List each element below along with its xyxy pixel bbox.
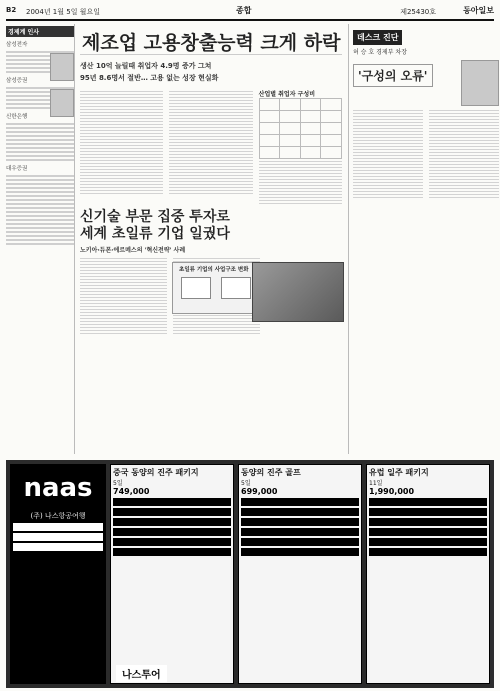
second-headline-line1: 신기술 부문 집중 투자로 (80, 209, 230, 225)
sidebar-item-title: 신한은행 (6, 114, 28, 120)
diagram-box (181, 277, 211, 299)
sidebar-heading: 경제계 인사 (6, 26, 74, 37)
stats-table (259, 98, 342, 159)
issue-date: 2004년 1월 5일 월요일 (26, 8, 100, 16)
column-label: 데스크 진단 (353, 30, 402, 45)
portrait-photo (50, 89, 74, 117)
second-headline-line2: 세계 초일류 기업 일궜다 (80, 226, 230, 242)
ad-brand-sub: (주) 나스항공여행 (30, 512, 86, 520)
diagram-box (221, 277, 251, 299)
ad-brand-panel (10, 464, 106, 684)
sidebar-personnel (6, 24, 75, 454)
deal-days: 11일 (369, 480, 383, 487)
deal-price: 749,000 (113, 487, 150, 496)
portrait-photo (50, 53, 74, 81)
deal-name: 중국 동양의 진주 패키지 (113, 468, 199, 477)
table-title: 산업별 취업자 구성비 (258, 91, 315, 98)
deal-price: 699,000 (241, 487, 278, 496)
text-column (169, 89, 252, 206)
ad-deal-card (110, 464, 234, 684)
text-column (80, 89, 163, 206)
opinion-column (348, 24, 499, 454)
deal-days: 5일 (113, 480, 123, 487)
page-number: B2 (6, 6, 17, 14)
deal-price: 1,990,000 (369, 487, 415, 496)
ad-deal-card (366, 464, 490, 684)
travel-advertisement (6, 460, 494, 688)
ad-footer-brand: 나스투어 (116, 665, 167, 682)
column-byline: 허 승 호 경제부 차장 (353, 49, 407, 56)
deal-name: 동양의 진주 골프 (241, 468, 301, 477)
main-headline: 제조업 고용창출능력 크게 하락 (82, 32, 341, 54)
main-article (80, 24, 342, 454)
column-title: '구성의 오류' (353, 64, 433, 87)
second-subhead: 노키아·듀폰·에르메스의 '혁신전략' 사례 (80, 247, 186, 254)
issue-number: 제25430호 (400, 8, 436, 16)
article-photo (252, 262, 344, 322)
newspaper-name: 동아일보 (463, 6, 494, 15)
sidebar-item-title: 삼성전자 (6, 42, 28, 48)
page-header (6, 5, 494, 21)
stats-table-column (259, 89, 342, 206)
main-subhead: 생산 10억 늘릴때 취업자 4.9명 증가 그쳐 (80, 62, 212, 70)
author-photo (461, 60, 499, 106)
deal-name: 유럽 일주 패키지 (369, 468, 429, 477)
diagram-title: 초일류 기업의 사업구조 변화 (179, 267, 249, 273)
section-label: 종합 (236, 6, 252, 15)
sidebar-item-title: 대우증권 (6, 166, 28, 172)
deal-days: 5일 (241, 480, 251, 487)
ad-deal-card (238, 464, 362, 684)
ad-brand-logo: naas (13, 467, 103, 509)
sidebar-item-title: 삼성증권 (6, 78, 28, 84)
main-subhead: 95년 8.6명서 절반… 고용 없는 성장 현실화 (80, 74, 219, 82)
